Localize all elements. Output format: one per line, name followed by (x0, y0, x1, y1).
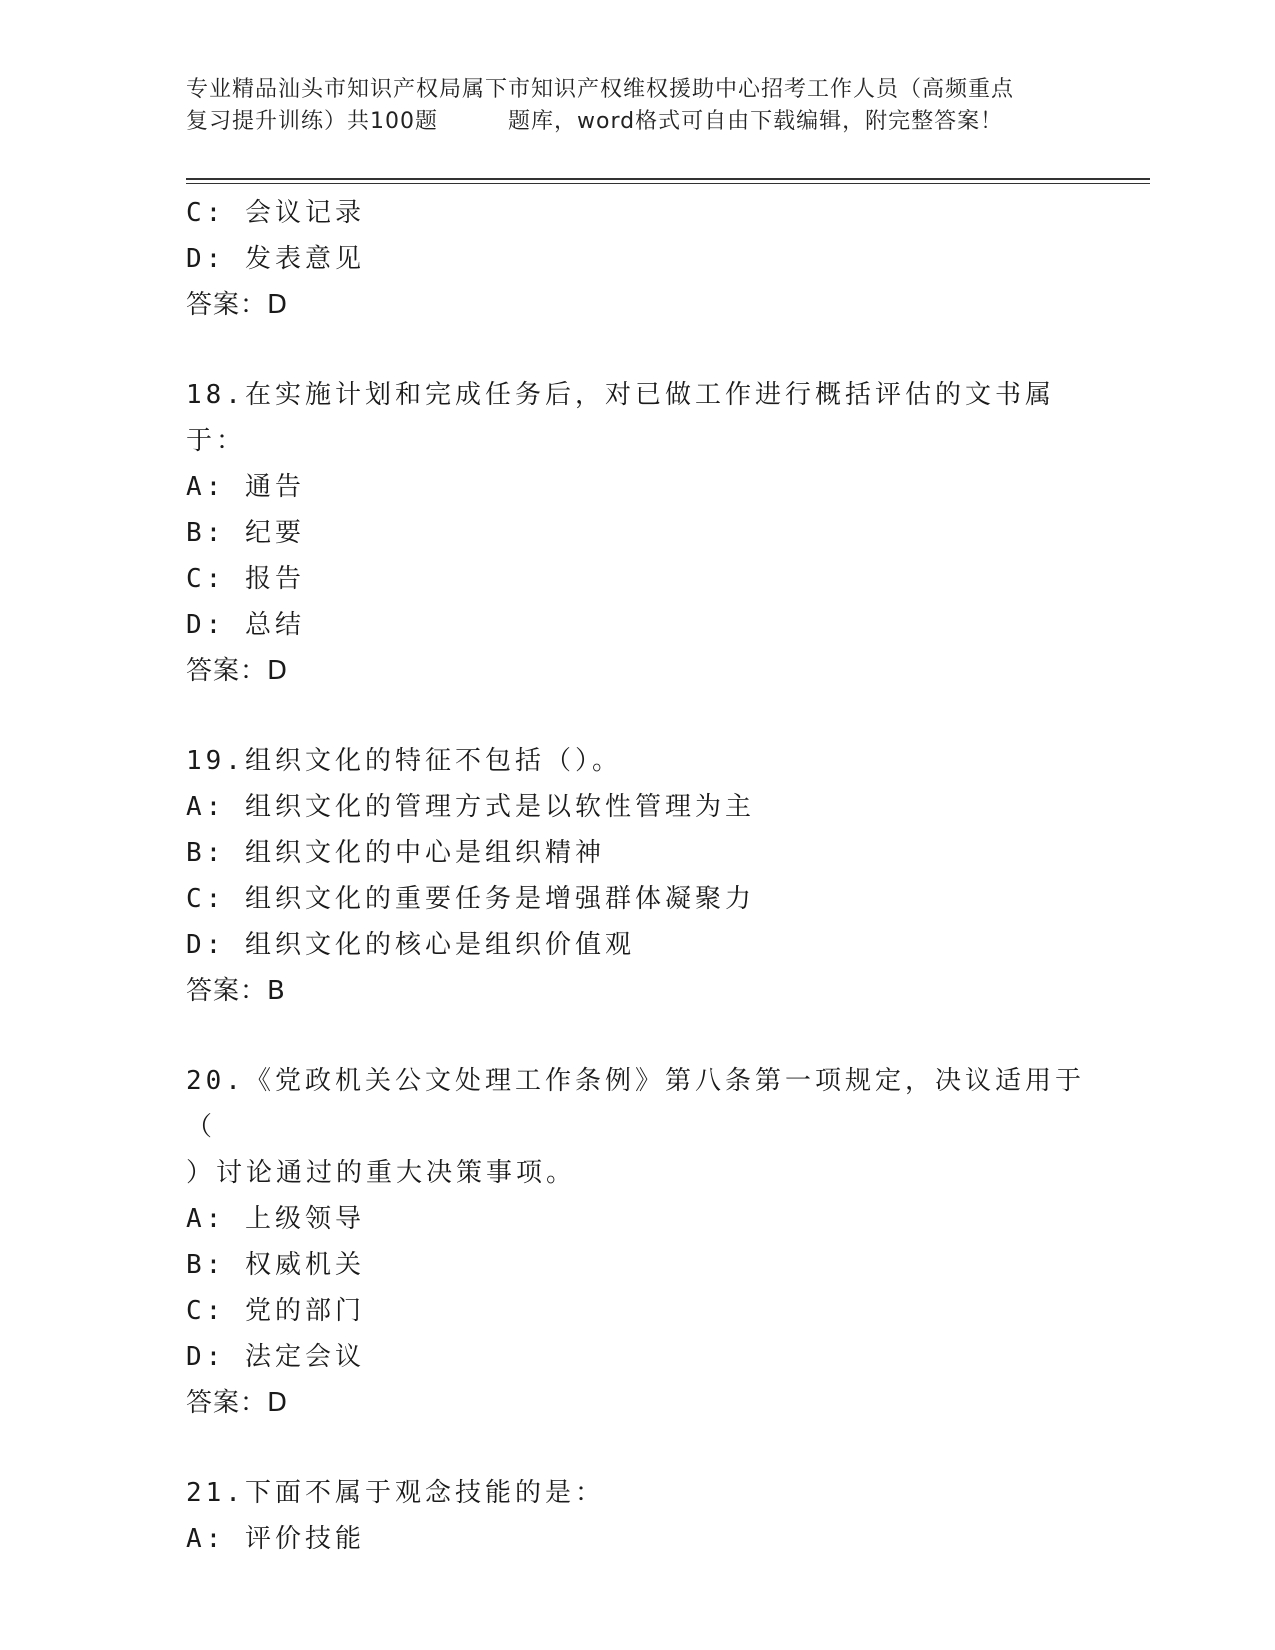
option-d: D: 总结 (186, 610, 305, 640)
spacer (186, 328, 1086, 372)
question-text: 19.组织文化的特征不包括（）。 (186, 746, 622, 776)
question-text: 21.下面不属于观念技能的是： (186, 1478, 605, 1508)
option-b: B: 纪要 (186, 518, 305, 548)
header-line-2 (186, 106, 1086, 138)
header-line-2-left: 复习提升训练）共100题 (186, 109, 438, 134)
spacer (186, 1014, 1086, 1058)
question-text-line-1: 20.《党政机关公文处理工作条例》第八条第一项规定，决议适用于（ (186, 1066, 1085, 1142)
option-b: B: 权威机关 (186, 1250, 365, 1280)
option-d: D: 组织文化的核心是组织价值观 (186, 930, 635, 960)
header-divider-thin (186, 183, 1150, 184)
option-a: A: 上级领导 (186, 1204, 365, 1234)
answer-label: 答案：D (186, 1388, 289, 1418)
option-c: C: 党的部门 (186, 1296, 365, 1326)
answer-label: 答案：D (186, 656, 289, 686)
question-text-line-2: ）讨论通过的重大决策事项。 (186, 1158, 577, 1188)
option-c: C: 会议记录 (186, 198, 365, 228)
question-21 (186, 1470, 1086, 1562)
question-text: 18.在实施计划和完成任务后，对已做工作进行概括评估的文书属于： (186, 380, 1055, 456)
question-list (186, 190, 1086, 1562)
answer-label: 答案：D (186, 290, 289, 320)
option-d: D: 法定会议 (186, 1342, 365, 1372)
question-19 (186, 738, 1086, 1014)
header-divider-thick (186, 178, 1150, 180)
question-20 (186, 1058, 1086, 1426)
spacer (186, 1426, 1086, 1470)
header-line-1: 专业精品汕头市知识产权局属下市知识产权维权援助中心招考工作人员（高频重点 (186, 77, 1015, 102)
option-a: A: 评价技能 (186, 1524, 365, 1554)
option-d: D: 发表意见 (186, 244, 365, 274)
option-a: A: 通告 (186, 472, 305, 502)
document-header (186, 74, 1086, 138)
answer-label: 答案：B (186, 976, 286, 1006)
option-c: C: 组织文化的重要任务是增强群体凝聚力 (186, 884, 755, 914)
option-a: A: 组织文化的管理方式是以软性管理为主 (186, 792, 755, 822)
question-17-continued (186, 190, 1086, 328)
spacer (186, 694, 1086, 738)
option-b: B: 组织文化的中心是组织精神 (186, 838, 605, 868)
question-18 (186, 372, 1086, 694)
option-c: C: 报告 (186, 564, 305, 594)
header-line-2-right: 题库，word格式可自由下载编辑，附完整答案！ (508, 109, 1004, 134)
